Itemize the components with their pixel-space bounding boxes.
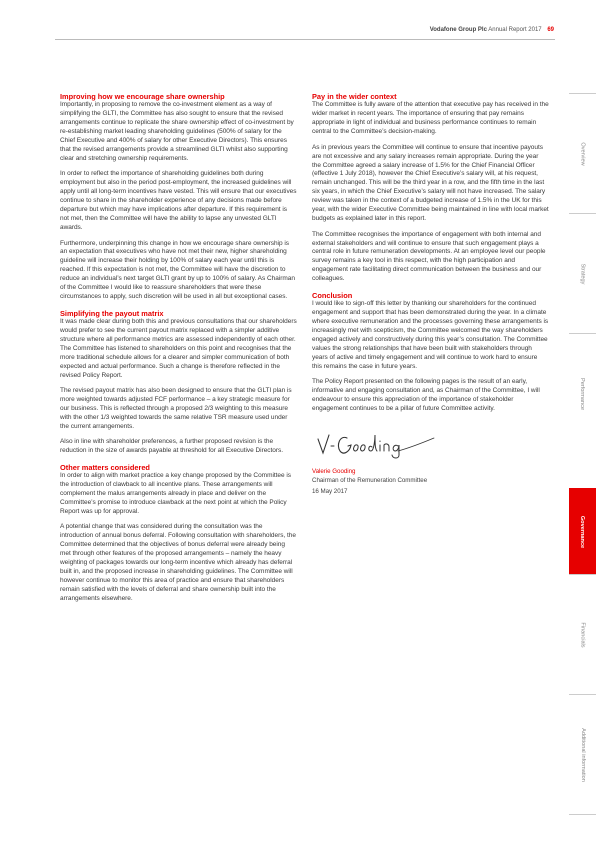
paragraph: Importantly, in proposing to remove the co-investment element as a way of simplifying the GLTI, the Committee has also sought to ensure that the revised arrangements continue to replicate the share ownership effect of co-investment by re-establishing market leading shareholding guidelines (500% of salary for the Chief Executive and 400% of salary for other Executive Directors). This ensures that the revised arrangements provide a streamlined GLTI whilst also supporting clear and stretching ownership requirements. xyxy=(60,101,294,163)
paragraph: The Committee is fully aware of the attention that executive pay has received in the wider market in recent years. The importance of ensuring that pay remains appropriate in light of individual and business performance continues to remain central to the Committee’s decision-making. xyxy=(312,101,549,136)
paragraph: It was made clear during both this and previous consultations that our shareholders would prefer to see the current payout matrix replaced with a simpler additive structure where all performance metrics are assessed independently of each other. The Committee has listened to shareholders on this point and recognises that the more traditional schedule allows for a clearer and simpler communication of both expected and actual performance. Such a change is therefore reflected in the revised Policy Report. xyxy=(60,318,297,379)
nav-tab-label: Governance xyxy=(579,515,586,549)
page-number: 69 xyxy=(547,27,554,33)
nav-tab-label: Financials xyxy=(579,622,586,648)
paragraph: In order to reflect the importance of shareholding guidelines both during employment but also in the period post-employment, the increased guidelines will apply until all long-term incentives have vested. This will ensure that our executives continue to share in the shareholder experience of any decisions made before departure but which may have implications after departure. If this requirement is not met, then the Committee will have the ability to lapse any unvested GLTI awards. xyxy=(60,170,297,232)
section-heading: Simplifying the payout matrix xyxy=(60,308,164,318)
paragraph: In order to align with market practice a key change proposed by the Committee is the introduction of clawback to all incentive plans. These arrangements will complement the malus arrangements already in place and deliver on the Committee’s promise to introduce clawback at the next point at which the Policy Report was up for approval. xyxy=(60,471,291,515)
paragraph: As in previous years the Committee will continue to ensure that incentive payouts are not excessive and any salary increases remain appropriate. During the year the Committee agreed a salary increase of 1.5% for the Chief Financial Officer (effective 1 July 2018), however the Chief Executive’s salary will, at his request, remain unchanged. This will be the third year in a row, and the fifth time in the last six years, in which the Chief Executive’s salary will not have increased. The salary review was taken in the context of a budgeted increase of 1.5% in the UK for this year, with the wider Executive Committee being maintained in line with local market budgets as explained later in this report. xyxy=(312,143,549,223)
nav-tab-label: Performance xyxy=(579,377,586,411)
paragraph: The revised payout matrix has also been designed to ensure that the GLTI plan is more weighted towards adjusted FCF performance – a key strategic measure for our business. This is reflected through a proposed 2/3 weighting to this measure with the other 1/3 weighted towards the same relative TSR measure used under the current arrangements. xyxy=(60,387,292,430)
right-column xyxy=(312,92,549,496)
paragraph: I would like to sign-off this letter by thanking our shareholders for the continued engagement and support that has been demonstrated during the year. In a climate where executive remuneration and the processes governing these arrangements is increasingly met with scepticism, the Committee welcomed the way shareholders engaged actively and constructively during this year’s consultation. The Committee values the strong relationships that have been built with stakeholders through years of active and timely engagement and will continue to work hard to ensure this remains the case in future years. xyxy=(312,300,549,370)
nav-tab-strategy[interactable] xyxy=(569,213,596,334)
signer-title: Chairman of the Remuneration Committee xyxy=(312,476,428,484)
nav-tab-additional-information[interactable] xyxy=(569,694,596,815)
nav-tab-label: Overview xyxy=(579,142,586,166)
paragraph: Furthermore, underpinning this change in how we encourage share ownership is an expectation that executives who have not met their new, higher shareholding guideline will increase their holding by 100% of salary each year until this is reached. If this expectation is not met, the Committee will have the discretion to reduce an individual’s next target GLTI grant by up to 100% of salary. As Chairman of the Committee I would like to reassure shareholders that were these circumstances to apply, such discretion will be used in all but exceptional cases. xyxy=(60,239,295,301)
section-heading: Conclusion xyxy=(312,290,353,300)
header-divider xyxy=(55,39,555,40)
paragraph: The Policy Report presented on the following pages is the result of an early, informative and engaging consultation and, as Chairman of the Committee, I will endeavour to ensure this appreciation of the importance of stakeholder engagement continues to be a pillar of future Committee activity. xyxy=(312,378,540,412)
paragraph: The Committee recognises the importance of engagement with both internal and external stakeholders and will continue to ensure that such engagement plays a central role in future remuneration developments. At an employee level our people survey remains a key tool in this respect, with the high participation and engagement rate facilitating direct communication between the business and our colleagues. xyxy=(312,230,546,283)
paragraph: A potential change that was considered during the consultation was the introduction of annual bonus deferral. Following consultation with shareholders, the Committee determined that the objectives of bonus deferral were already being met through other features of the proposed arrangements – namely the heavy weighting of packages towards our long-term incentive which already has deferral built in, and the proposed increase in shareholding guidelines. The Committee will however continue to monitor this area of practice and ensure that shareholders remain satisfied with the levels of deferral and share ownership built into the arrangements elsewhere. xyxy=(60,523,296,602)
signer-name: Valerie Gooding xyxy=(312,468,356,476)
nav-tab-performance[interactable] xyxy=(569,333,596,454)
nav-tab-governance[interactable] xyxy=(569,488,596,575)
signature-image xyxy=(314,429,439,459)
paragraph: Also in line with shareholder preferences, a further proposed revision is the reduction in the size of awards payable at threshold for all Executive Directors. xyxy=(60,438,284,455)
nav-tab-financials[interactable] xyxy=(569,574,596,695)
section-nav xyxy=(569,93,596,813)
report-title: Annual Report 2017 xyxy=(488,27,542,33)
nav-tab-label: Additional information xyxy=(579,727,586,782)
section-heading: Pay in the wider context xyxy=(312,92,397,101)
section-heading: Other matters considered xyxy=(60,462,150,472)
left-column xyxy=(60,92,297,610)
page-header xyxy=(430,27,554,33)
letter-date: 16 May 2017 xyxy=(312,487,348,495)
nav-tab-label: Strategy xyxy=(579,263,586,285)
nav-tab-overview[interactable] xyxy=(569,93,596,214)
section-heading: Improving how we encourage share ownership xyxy=(60,92,225,101)
company-name: Vodafone Group Plc xyxy=(429,27,487,33)
